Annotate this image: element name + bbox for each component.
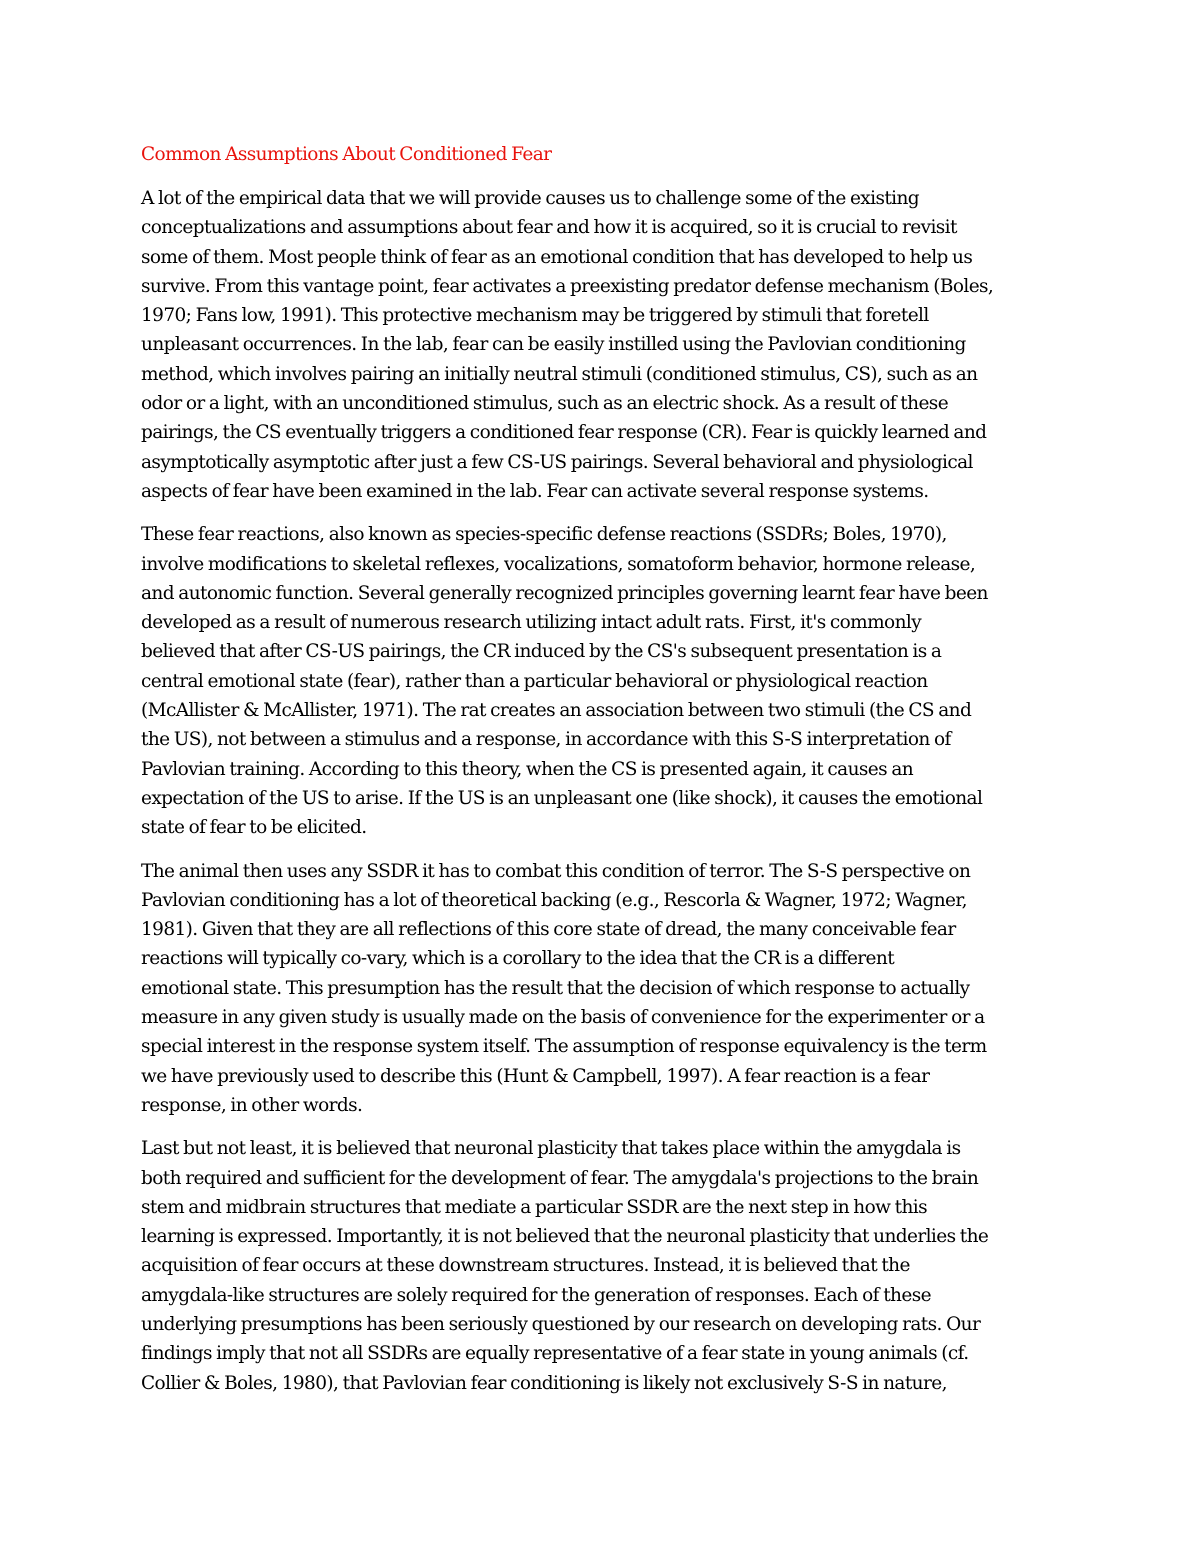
text-line: the US), not between a stimulus and a response, in accordance with this S-S interpretation of [141, 729, 951, 751]
paragraph-3 [141, 857, 1066, 1121]
text-line: Last but not least, it is believed that neuronal plasticity that takes place within the amygdala is [141, 1138, 961, 1160]
text-line: (McAllister & McAllister, 1971). The rat creates an association between two stimuli (the CS and [141, 700, 972, 722]
text-line: amygdala-like structures are solely required for the generation of responses. Each of these [141, 1284, 931, 1306]
text-line: involve modifications to skeletal reflexes, vocalizations, somatoform behavior, hormone release, [141, 553, 976, 575]
text-line: pairings, the CS eventually triggers a conditioned fear response (CR). Fear is quickly learned and [141, 422, 987, 444]
paragraph-4 [141, 1134, 1066, 1398]
text-line: Pavlovian conditioning has a lot of theoretical backing (e.g., Rescorla & Wagner, 1972; Wagner, [141, 889, 967, 911]
text-line: asymptotically asymptotic after just a few CS-US pairings. Several behavioral and physiological [141, 451, 973, 473]
text-line: Collier & Boles, 1980), that Pavlovian fear conditioning is likely not exclusively S-S in nature, [141, 1372, 947, 1394]
text-line: reactions will typically co-vary, which is a corollary to the idea that the CR is a different [141, 948, 895, 970]
text-line: Pavlovian training. According to this theory, when the CS is presented again, it causes an [141, 758, 914, 780]
text-line: emotional state. This presumption has the result that the decision of which response to actually [141, 977, 970, 999]
text-line: believed that after CS-US pairings, the CR induced by the CS's subsequent presentation is a [141, 641, 942, 663]
text-line: aspects of fear have been examined in the lab. Fear can activate several response systems. [141, 480, 929, 502]
text-line: stem and midbrain structures that mediate a particular SSDR are the next step in how this [141, 1196, 928, 1218]
text-line: both required and sufficient for the development of fear. The amygdala's projections to the brain [141, 1167, 979, 1189]
text-line: we have previously used to describe this (Hunt & Campbell, 1997). A fear reaction is a fear [141, 1065, 930, 1087]
text-line: measure in any given study is usually made on the basis of convenience for the experimenter or a [141, 1007, 985, 1029]
text-line: unpleasant occurrences. In the lab, fear can be easily instilled using the Pavlovian conditioning [141, 334, 966, 356]
text-line: and autonomic function. Several generally recognized principles governing learnt fear have been [141, 582, 988, 604]
text-line: conceptualizations and assumptions about fear and how it is acquired, so it is crucial to revisit [141, 217, 957, 239]
text-line: findings imply that not all SSDRs are equally representative of a fear state in young animals (cf. [141, 1343, 969, 1365]
text-line: special interest in the response system itself. The assumption of response equivalency is the term [141, 1036, 987, 1058]
text-line: A lot of the empirical data that we will provide causes us to challenge some of the existing [141, 188, 920, 209]
text-line: underlying presumptions has been seriously questioned by our research on developing rats. Our [141, 1313, 981, 1335]
text-line: method, which involves pairing an initially neutral stimuli (conditioned stimulus, CS), such as an [141, 363, 978, 385]
text-line: developed as a result of numerous research utilizing intact adult rats. First, it's commonly [141, 612, 922, 634]
text-line: state of fear to be elicited. [141, 817, 367, 839]
text-line: expectation of the US to arise. If the US is an unpleasant one (like shock), it causes the emotional [141, 787, 983, 809]
text-line: learning is expressed. Importantly, it is not believed that the neuronal plasticity that underlies the [141, 1226, 989, 1248]
text-line: survive. From this vantage point, fear activates a preexisting predator defense mechanism (Boles, [141, 275, 994, 297]
text-line: some of them. Most people think of fear as an emotional condition that has developed to help us [141, 246, 973, 268]
text-line: These fear reactions, also known as species-specific defense reactions (SSDRs; Boles, 1970), [141, 524, 947, 546]
paragraph-1 [141, 184, 1066, 506]
paragraph-2 [141, 520, 1066, 842]
section-heading: Common Assumptions About Conditioned Fear [141, 144, 552, 165]
text-line: The animal then uses any SSDR it has to combat this condition of terror. The S-S perspective on [141, 860, 971, 882]
text-line: 1981). Given that they are all reflections of this core state of dread, the many conceivable fear [141, 919, 956, 941]
text-line: odor or a light, with an unconditioned stimulus, such as an electric shock. As a result of these [141, 393, 949, 415]
text-line: 1970; Fans low, 1991). This protective mechanism may be triggered by stimuli that foretell [141, 305, 929, 327]
text-line: response, in other words. [141, 1094, 363, 1116]
document-body [141, 140, 1066, 1412]
text-line: central emotional state (fear), rather than a particular behavioral or physiological reaction [141, 670, 928, 692]
text-line: acquisition of fear occurs at these downstream structures. Instead, it is believed that the [141, 1255, 910, 1277]
